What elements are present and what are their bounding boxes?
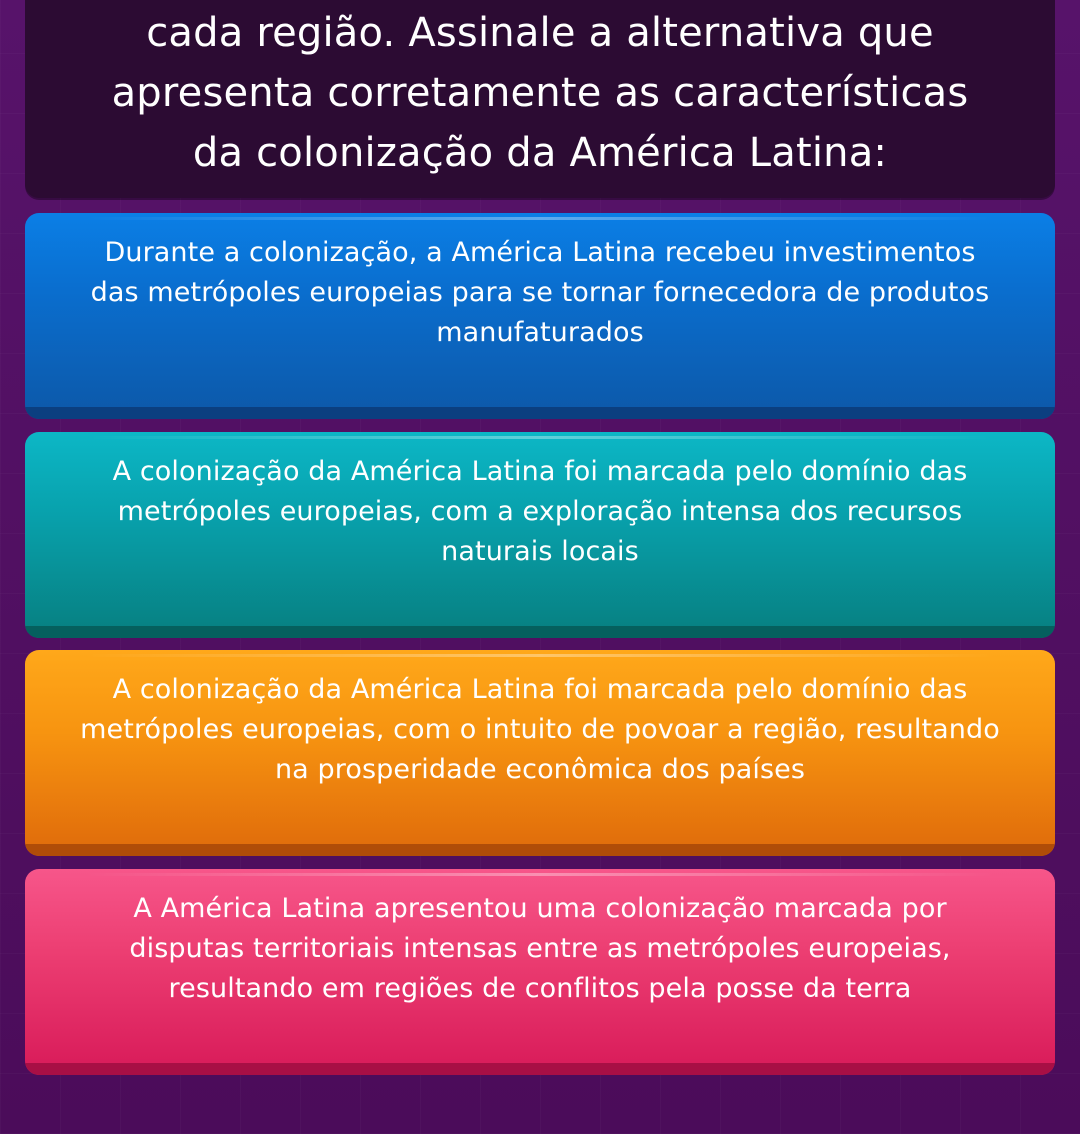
answer-line: metrópoles europeias, com o intuito de povoar a região, resultando (80, 714, 1000, 745)
answer-base-edge (25, 407, 1055, 419)
answer-text (25, 869, 1055, 1009)
answer-text (25, 650, 1055, 790)
question-line: apresenta corretamente as características (111, 70, 969, 116)
answer-text (25, 432, 1055, 572)
answer-base-edge (25, 626, 1055, 638)
answer-line: na prosperidade econômica dos países (274, 754, 806, 785)
question-card (25, 0, 1055, 198)
answer-option-3[interactable] (25, 650, 1055, 856)
answer-option-1[interactable] (25, 213, 1055, 419)
answer-option-4[interactable] (25, 869, 1055, 1075)
answer-line: A América Latina apresentou uma colonização marcada por (133, 893, 947, 924)
answer-line: naturais locais (441, 536, 639, 567)
answer-option-2[interactable] (25, 432, 1055, 638)
question-text (25, 3, 1055, 183)
question-line: cada região. Assinale a alternativa que (146, 10, 934, 56)
answer-line: disputas territoriais intensas entre as metrópoles europeias, (129, 933, 951, 964)
answer-base-edge (25, 1063, 1055, 1075)
answer-base-edge (25, 844, 1055, 856)
answer-line: resultando em regiões de conflitos pela posse da terra (168, 973, 912, 1004)
question-line: da colonização da América Latina: (192, 130, 888, 176)
answer-line: A colonização da América Latina foi marcada pelo domínio das (112, 456, 968, 487)
answer-line: A colonização da América Latina foi marcada pelo domínio das (112, 674, 968, 705)
answer-line: Durante a colonização, a América Latina recebeu investimentos (104, 237, 976, 268)
answer-text (25, 213, 1055, 353)
answer-line: manufaturados (436, 317, 644, 348)
answer-line: metrópoles europeias, com a exploração intensa dos recursos (117, 496, 963, 527)
answer-line: das metrópoles europeias para se tornar fornecedora de produtos (90, 277, 990, 308)
